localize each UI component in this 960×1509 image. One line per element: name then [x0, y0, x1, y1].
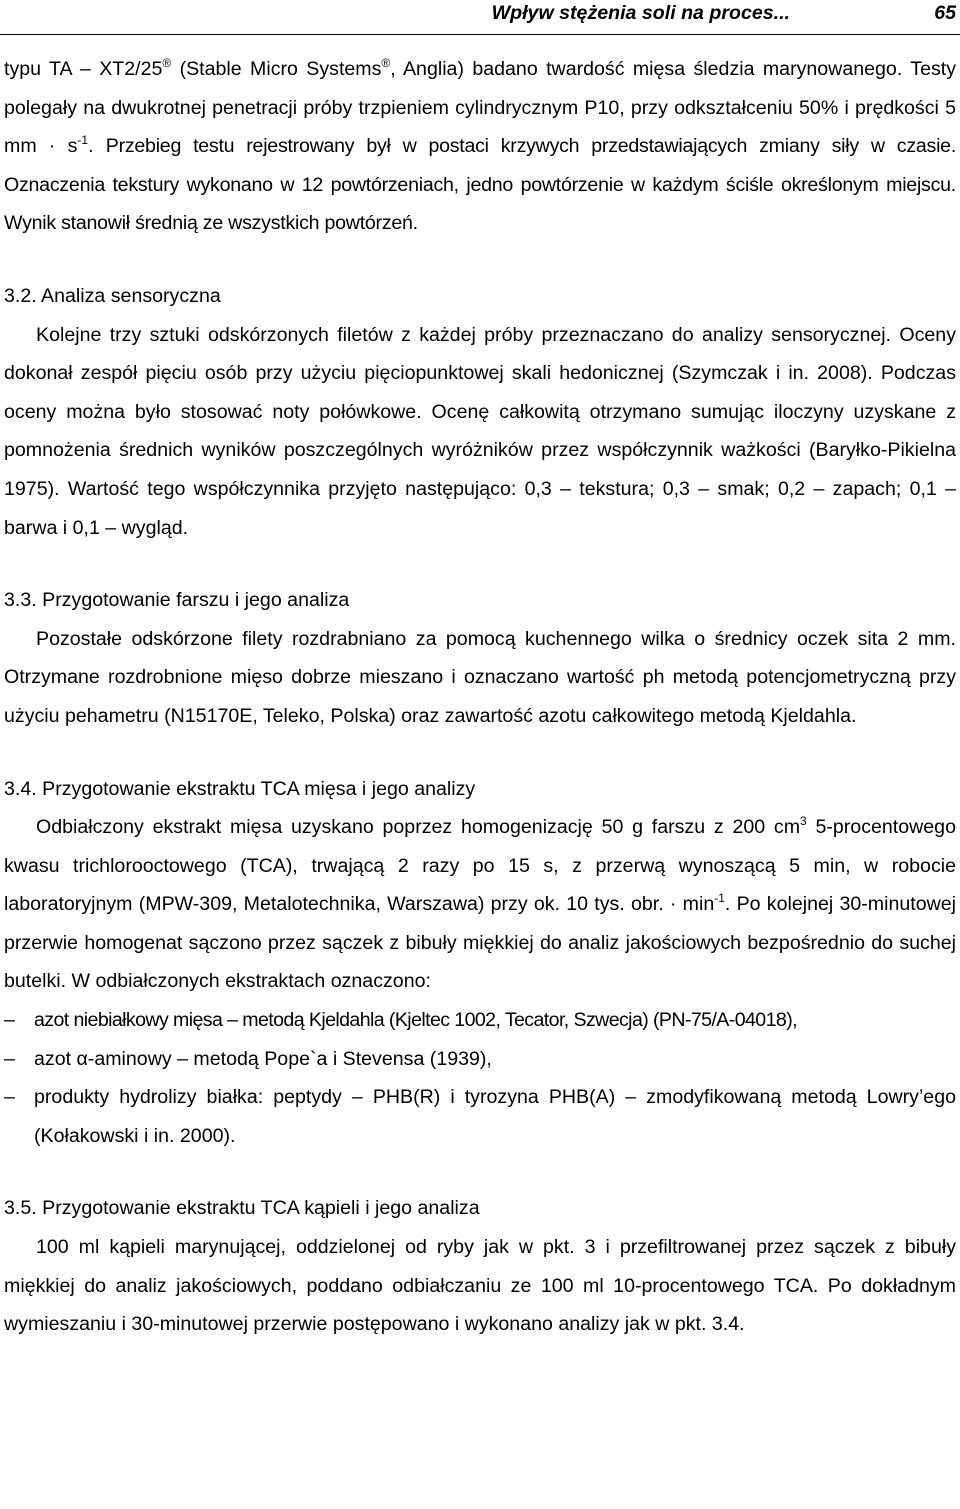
list-item: – azot niebiałkowy mięsa – metodą Kjeldahla (Kjeltec 1002, Tecator, Szwecja) (PN-75/A-04018),	[4, 1001, 956, 1040]
section-3-5-paragraph: 100 ml kąpieli marynującej, oddzielonej od ryby jak w pkt. 3 i przefiltrowanej przez sączek z bibuły miękkiej do analiz jakościowych, poddano odbiałczaniu ze 100 ml 10-procentowego TCA. Po dokładnym wymieszaniu i 30-minutowej przerwie postępowano i wykonano analizy jak w pkt. 3.4.	[4, 1236, 956, 1336]
list-item: – produkty hydrolizy białka: peptydy – PHB(R) i tyrozyna PHB(A) – zmodyfikowaną metodą Lowry’ego (Kołakowski i in. 2000).	[4, 1078, 956, 1155]
section-heading-3-5: 3.5. Przygotowanie ekstraktu TCA kąpieli i jego analiza	[4, 1197, 480, 1220]
page-body	[4, 50, 956, 1344]
registered-mark: ®	[162, 56, 172, 70]
section-heading-3-2: 3.2. Analiza sensoryczna	[4, 284, 221, 307]
running-header	[0, 0, 960, 35]
section-3-3-paragraph: Pozostałe odskórzone filety rozdrabniano za pomocą kuchennego wilka o średnicy oczek sita 2 mm. Otrzymane rozdrobnione mięso dobrze mieszano i oznaczano wartość ph metodą potencjometryczną przy użyciu pehametru (N15170E, Teleko, Polska) oraz zawartość azotu całkowitego metodą Kjeldahla.	[4, 627, 956, 727]
running-title: Wpływ stężenia soli na proces...	[491, 2, 790, 24]
dash-marker: –	[4, 1009, 15, 1032]
section-3-2-paragraph: Kolejne trzy sztuki odskórzonych filetów z każdej próby przeznaczano do analizy sensorycznej. Oceny dokonał zespół pięciu osób przy użyciu pięciopunktowej skali hedonicznej (Szymczak i in. 2008). Podczas oceny można było stosować noty połówkowe. Ocenę całkowitą otrzymano sumując iloczyny uzyskane z pomnożenia średnich wyników poszczególnych wyróżników przez współczynnik ważkości (Baryłko-Pikielna 1975). Wartość tego współczynnika przyjęto następująco: 0,3 – tekstura; 0,3 – smak; 0,2 – zapach; 0,1 – barwa i 0,1 – wygląd.	[4, 323, 956, 539]
list-item: – azot α-aminowy – metodą Pope`a i Stevensa (1939),	[4, 1040, 956, 1079]
analysis-list	[4, 1001, 956, 1155]
dash-marker: –	[4, 1086, 15, 1109]
registered-mark: ®	[381, 56, 391, 70]
section-3-4-paragraph: Odbiałczony ekstrakt mięsa uzyskano poprzez homogenizację 50 g farszu z 200 $cm^3$ 5-procentowego kwasu trichlorooctowego (TCA), trwającą 2 razy po 15 s, z przerwą wynoszącą 5 min, w robocie laboratoryjnym (MPW-309, Metalotechnika, Warszawa) przy ok. 10 tys. obr. · $\min^{-1}$. Po kolejnej 30-minutowej przerwie homogenat sączono przez sączek z bibuły miękkiej do analiz jakościowych bezpośrednio do suchej butelki. W odbiałczonych ekstraktach oznaczono:	[4, 814, 957, 993]
dash-marker: –	[4, 1047, 15, 1070]
intro-paragraph: typu TA – XT2/25® (Stable Micro Systems®, Anglia) badano twardość mięsa śledzia marynowanego. Testy polegały na dwukrotnej penetracji próby trzpieniem cylindrycznym P10, przy odkształceniu 50% i prędkości 5 mm · $s^{-1}$. Przebieg testu rejestrowany był w postaci krzywych przedstawiających zmiany siły w czasie. Oznaczenia tekstury wykonano w 12 powtórzeniach, jedno powtórzenie w każdym ściśle określonym miejscu. Wynik stanowił średnią ze wszystkich powtórzeń.	[4, 56, 957, 235]
page-number: 65	[934, 2, 956, 24]
section-heading-3-4: 3.4. Przygotowanie ekstraktu TCA mięsa i jego analizy	[4, 777, 476, 800]
section-heading-3-3: 3.3. Przygotowanie farszu i jego analiza	[4, 589, 350, 612]
